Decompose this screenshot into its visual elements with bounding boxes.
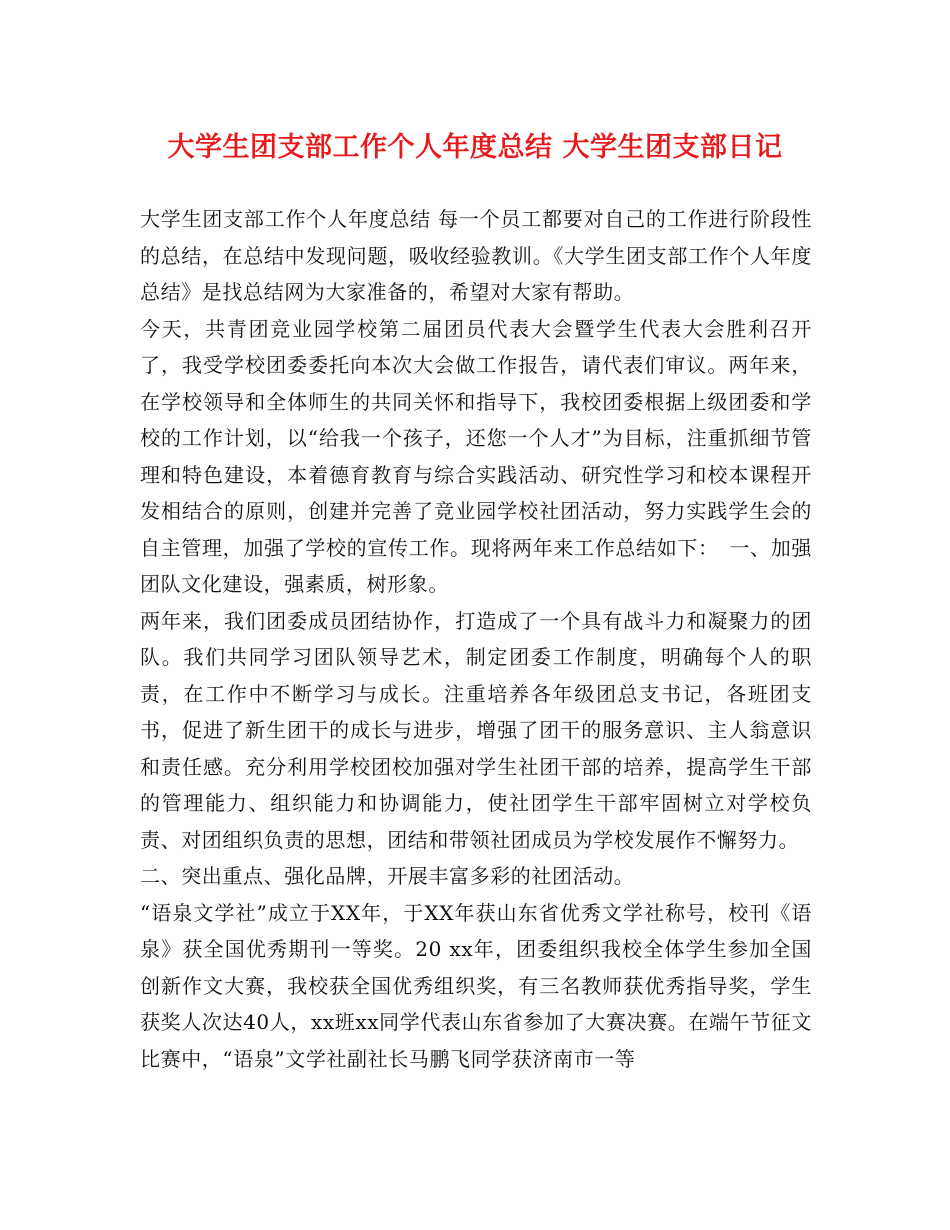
document-title: 大学生团支部工作个人年度总结 大学生团支部日记 (167, 132, 783, 163)
document-body (140, 201, 812, 1077)
paragraph-literary-club: “语泉文学社”成立于XX年，于XX年获山东省优秀文学社称号，校刊《语泉》获全国优秀期刊一等奖。20 xx年，团委组织我校全体学生参加全国创新作文大赛，我校获全国优秀组织奖，有三名教师获优秀指导奖，学生获奖人次达40人，xx班xx同学代表山东省参加了大赛决赛。在端午节征文比赛中，“语泉”文学社副社长马鹏飞同学获济南市一等 (140, 900, 812, 1071)
paragraph-team: 两年来，我们团委成员团结协作，打造成了一个具有战斗力和凝聚力的团队。我们共同学习团队领导艺术，制定团委工作制度，明确每个人的职责，在工作中不断学习与成长。注重培养各年级团总支书记，各班团支书，促进了新生团干的成长与进步，增强了团干的服务意识、主人翁意识和责任感。充分利用学校团校加强对学生社团干部的培养，提高学生干部的管理能力、组织能力和协调能力，使社团学生干部牢固树立对学校负责、对团组织负责的思想，团结和带领社团成员为学校发展作不懈努力。 (140, 608, 812, 852)
paragraph-report: 今天，共青团竞业园学校第二届团员代表大会暨学生代表大会胜利召开了，我受学校团委委托向本次大会做工作报告，请代表们审议。两年来，在学校领导和全体师生的共同关怀和指导下，我校团委根据上级团委和学校的工作计划，以“给我一个孩子，还您一个人才”为目标，注重抓细节管理和特色建设，本着德育教育与综合实践活动、研究性学习和校本课程开发相结合的原则，创建并完善了竞业园学校社团活动，努力实践学生会的自主管理，加强了学校的宣传工作。现将两年来工作总结如下： 一、加强团队文化建设，强素质，树形象。 (140, 316, 812, 596)
paragraph-intro: 大学生团支部工作个人年度总结 每一个员工都要对自己的工作进行阶段性的总结，在总结中发现问题，吸收经验教训。《大学生团支部工作个人年度总结》是找总结网为大家准备的，希望对大家有帮助。 (140, 207, 812, 304)
paragraph-section-two: 二、突出重点、强化品牌，开展丰富多彩的社团活动。 (140, 864, 635, 888)
